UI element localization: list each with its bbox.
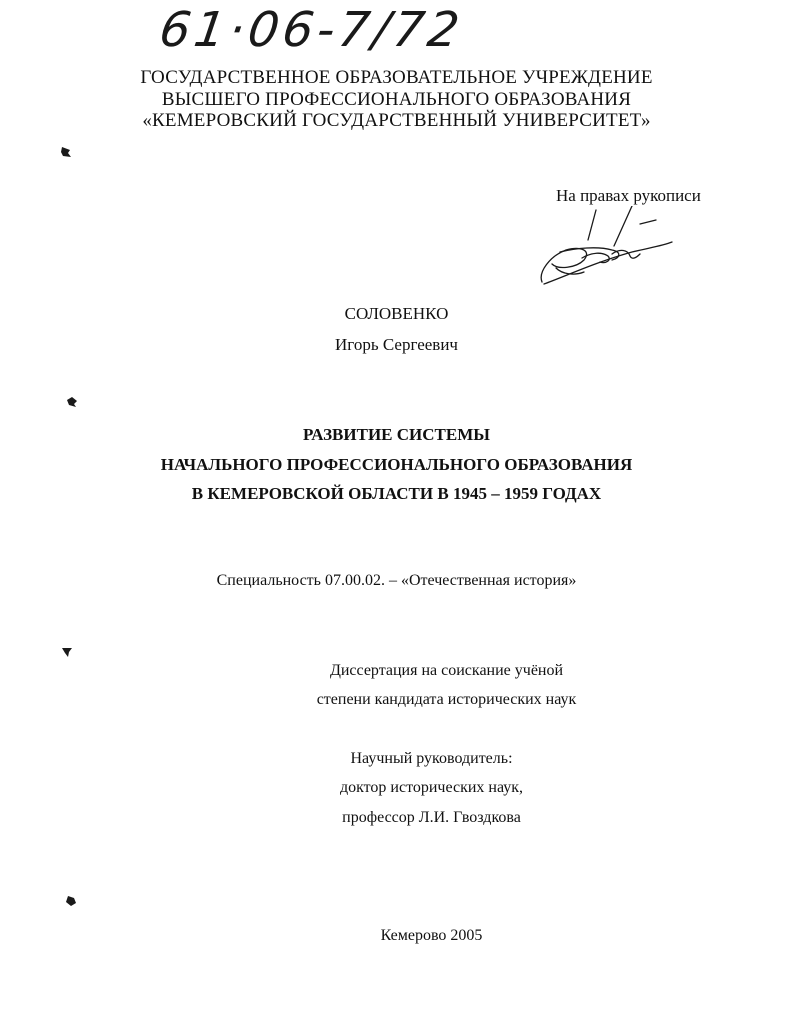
manuscript-rights-note: На правах рукописи: [556, 186, 701, 205]
supervisor-degree: доктор исторических наук,: [339, 779, 524, 796]
scan-mark-icon: [59, 145, 73, 159]
supervisor-name: профессор Л.И. Гвоздкова: [342, 809, 521, 826]
author-surname: СОЛОВЕНКО: [344, 304, 449, 323]
institution-header-line-2: ВЫСШЕГО ПРОФЕССИОНАЛЬНОГО ОБРАЗОВАНИЯ: [161, 89, 632, 110]
author-given-names: Игорь Сергеевич: [335, 335, 458, 354]
institution-header-line-3: «КЕМЕРОВСКИЙ ГОСУДАРСТВЕННЫЙ УНИВЕРСИТЕТ»: [142, 110, 651, 131]
institution-header-line-1: ГОСУДАРСТВЕННОЕ ОБРАЗОВАТЕЛЬНОЕ УЧРЕЖДЕНИЕ: [140, 67, 653, 88]
dissertation-title-line-3: В КЕМЕРОВСКОЙ ОБЛАСТИ В 1945 – 1959 ГОДАХ: [191, 484, 602, 503]
dissertation-title-line-1: РАЗВИТИЕ СИСТЕМЫ: [303, 425, 490, 444]
dissertation-description-line-2: степени кандидата исторических наук: [316, 691, 577, 708]
dissertation-description-line-1: Диссертация на соискание учёной: [329, 662, 564, 679]
scan-mark-icon: [60, 645, 74, 659]
specialty-line: Специальность 07.00.02. – «Отечественная история»: [216, 572, 577, 589]
dissertation-title-line-2: НАЧАЛЬНОГО ПРОФЕССИОНАЛЬНОГО ОБРАЗОВАНИЯ: [160, 455, 633, 474]
scan-mark-icon: [64, 894, 78, 908]
supervisor-label: Научный руководитель:: [350, 750, 513, 767]
city-year: Кемерово 2005: [380, 927, 483, 944]
scan-mark-icon: [65, 395, 79, 409]
author-signature: [536, 206, 676, 292]
handwritten-archive-code: 61·06-7/72: [156, 2, 467, 58]
